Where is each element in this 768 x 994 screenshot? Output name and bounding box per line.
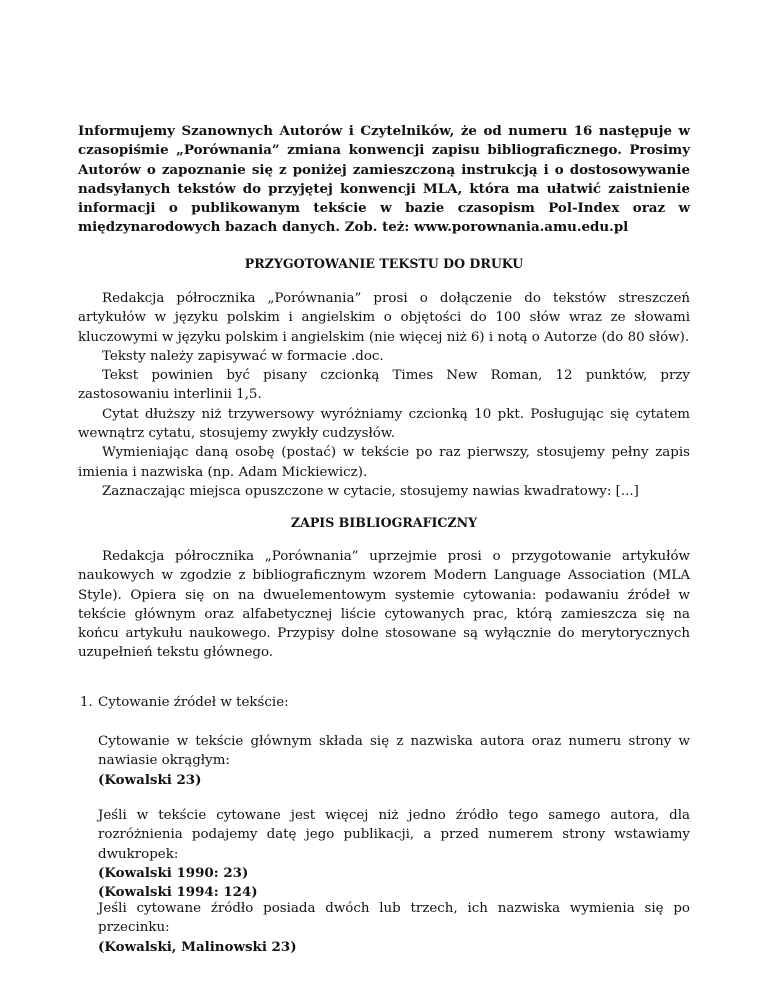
intro-notice: Informujemy Szanownych Autorów i Czytelników, że od numeru 16 następuje w czasopiśmie „Porównania” zmiana konwencji zapisu bibliograficznego. Prosimy Autorów o zapoznanie się z poniżej zamieszczoną instrukcją i o dostosowywanie nadsyłanych tekstów do przyjętej konwencji MLA, która ma ułatwić zaistnienie informacji o publikowanym tekście w bazie czasopism Pol-Index oraz w międzynarodowych bazach danych. Zob. też: www.porownania.amu.edu.pl — [78, 123, 690, 236]
citation-rule-text: Jeśli w tekście cytowane jest więcej niż jedno źródło tego samego autora, dla rozróżnienia podajemy datę jego publikacji, a przed numerem strony wstawiamy dwukropek: — [98, 808, 690, 862]
paragraph: Wymieniając daną osobę (postać) w tekście po raz pierwszy, stosujemy pełny zapis imienia i nazwiska (np. Adam Mickiewicz). — [78, 445, 690, 480]
citation-rule-text: Jeśli cytowane źródło posiada dwóch lub trzech, ich nazwiska wymienia się po przecinku: — [98, 901, 690, 936]
citation-example: (Kowalski 1994: 124) — [98, 884, 258, 901]
list-number: 1. — [80, 695, 93, 710]
paragraph: Redakcja półrocznika „Porównania” prosi o dołączenie do tekstów streszczeń artykułów w języku polskim i angielskim o objętości do 100 słów wraz ze słowami kluczowymi w języku polskim i angielskim (nie więcej niż 6) i notą o Autorze (do 80 słów). — [78, 291, 690, 345]
paragraph: Redakcja półrocznika „Porównania” uprzejmie prosi o przygotowanie artykułów naukowych w zgodzie z bibliograficznym wzorem Modern Language Association (MLA Style). Opiera się on na dwuelementowym systemie cytowania: podawaniu źródeł w tekście głównym oraz alfabetycznej liście cytowanych prac, którą zamieszcza się na końcu artykułu naukowego. Przypisy dolne stosowane są wyłącznie do merytorycznych uzupełnień tekstu głównego. — [78, 549, 690, 661]
section-heading-print-preparation: PRZYGOTOWANIE TEKSTU DO DRUKU — [244, 256, 524, 271]
citation-rule — [98, 732, 690, 790]
citation-example: (Kowalski, Malinowski 23) — [98, 938, 297, 955]
paragraph: Teksty należy zapisywać w formacie .doc. — [102, 348, 384, 364]
citation-example: (Kowalski 23) — [98, 771, 202, 788]
paragraph: Zaznaczając miejsca opuszczone w cytacie, stosujemy nawias kwadratowy: [...] — [102, 483, 639, 499]
section-bibliography-body — [78, 547, 690, 663]
paragraph: Tekst powinien być pisany czcionką Times New Roman, 12 punktów, przy zastosowaniu interlinii 1,5. — [78, 368, 690, 403]
paragraph: Cytat dłuższy niż trzywersowy wyróżniamy czcionką 10 pkt. Posługując się cytatem wewnątrz cytatu, stosujemy zwykły cudzysłów. — [78, 406, 690, 442]
citation-rule-text: Cytowanie w tekście głównym składa się z nazwiska autora oraz numeru strony w nawiasie okrągłym: — [98, 734, 690, 769]
citation-rule — [98, 806, 690, 902]
section-heading-bibliography: ZAPIS BIBLIOGRAFICZNY — [290, 515, 478, 530]
list-label: Cytowanie źródeł w tekście: — [98, 695, 289, 710]
citation-example: (Kowalski 1990: 23) — [98, 864, 249, 881]
citation-rule — [98, 899, 690, 957]
section-print-preparation-body — [78, 289, 690, 501]
